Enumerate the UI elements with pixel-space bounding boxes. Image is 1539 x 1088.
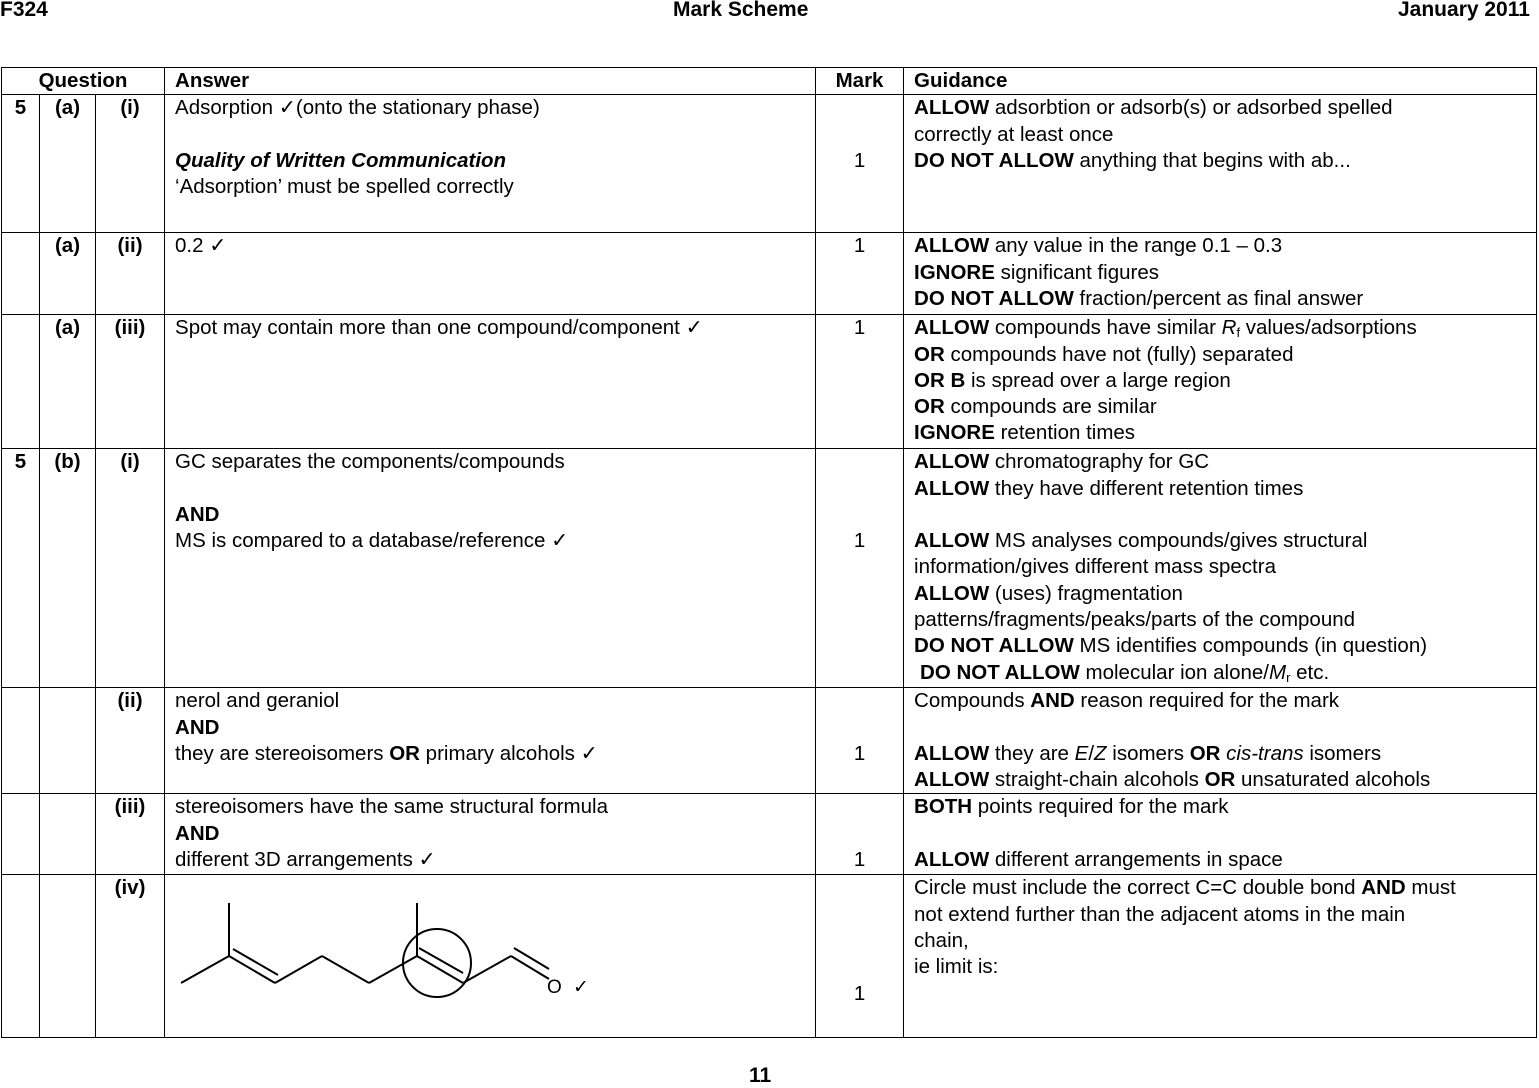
mark-cell	[816, 688, 904, 794]
guidance-text: fraction/percent as final answer	[1073, 286, 1364, 310]
guidance-keyword: ALLOW	[914, 768, 990, 792]
guidance-text: compounds have not (fully) separated	[944, 342, 1294, 366]
guidance-keyword: ALLOW	[914, 581, 990, 605]
answer-cell	[165, 794, 816, 875]
header-code: F324	[0, 0, 48, 21]
guidance-keyword: DO NOT ALLOW	[920, 660, 1080, 684]
qwc-title: Quality of Written Communication	[175, 148, 507, 172]
guidance-text: anything that begins with ab...	[1073, 148, 1351, 172]
mark-value: 1	[853, 848, 866, 872]
table-row	[2, 233, 1537, 315]
guidance-keyword: ALLOW	[914, 529, 990, 553]
guidance-keyword: ALLOW	[914, 234, 990, 258]
guidance-keyword: ALLOW	[914, 96, 990, 120]
tick-icon: ✓	[573, 976, 589, 999]
guidance-keyword: DO NOT ALLOW	[914, 634, 1074, 658]
answer-and: AND	[175, 502, 220, 526]
guidance-keyword: BOTH	[914, 795, 973, 819]
tick-icon: ✓	[580, 741, 598, 765]
question-part: (a)	[40, 95, 96, 233]
guidance-text: information/gives different mass spectra	[914, 555, 1276, 579]
answer-cell	[165, 233, 816, 315]
guidance-keyword: OR	[914, 395, 945, 419]
table-row	[2, 794, 1537, 875]
answer-cell	[165, 875, 816, 1038]
tick-icon: ✓	[209, 234, 227, 258]
guidance-cell	[904, 875, 1537, 1038]
guidance-keyword: ALLOW	[914, 476, 990, 500]
guidance-text: Circle must include the correct C=C double bond	[914, 876, 1362, 900]
answer-or: OR	[389, 741, 420, 765]
guidance-keyword: ALLOW	[914, 741, 990, 765]
question-number	[2, 688, 40, 794]
mark-cell	[816, 875, 904, 1038]
guidance-text: values/adsorptions	[1240, 316, 1417, 340]
guidance-keyword: ALLOW	[914, 848, 990, 872]
table-row	[2, 688, 1537, 794]
guidance-text: MS analyses compounds/gives structural	[989, 529, 1368, 553]
guidance-text: chromatography for GC	[989, 450, 1210, 474]
guidance-keyword: OR	[914, 342, 945, 366]
guidance-keyword: IGNORE	[914, 421, 995, 445]
answer-text: they are stereoisomers	[175, 741, 390, 765]
guidance-text: ie limit is:	[914, 955, 999, 979]
question-part	[40, 875, 96, 1038]
guidance-text: adsorbtion or adsorb(s) or adsorbed spelled	[989, 96, 1393, 120]
guidance-text: straight-chain alcohols	[989, 768, 1205, 792]
question-number	[2, 794, 40, 875]
question-subpart: (ii)	[96, 688, 165, 794]
question-number	[2, 875, 40, 1038]
question-part: (b)	[40, 449, 96, 688]
guidance-cell	[904, 315, 1537, 449]
guidance-text: reason required for the mark	[1074, 689, 1340, 713]
guidance-symbol: cis-trans	[1220, 741, 1304, 765]
mark-value: 1	[853, 981, 866, 1005]
mark-scheme-table	[1, 67, 1537, 1038]
guidance-cell	[904, 449, 1537, 688]
guidance-text: isomers	[1106, 741, 1190, 765]
question-subpart: (i)	[96, 95, 165, 233]
guidance-keyword: ALLOW	[914, 316, 990, 340]
question-part	[40, 794, 96, 875]
guidance-subscript: f	[1236, 325, 1241, 341]
guidance-text: they are	[989, 741, 1075, 765]
oxygen-atom-label: O	[547, 977, 562, 999]
guidance-text: isomers	[1303, 741, 1382, 765]
mark-cell	[816, 449, 904, 688]
question-part: (a)	[40, 233, 96, 315]
guidance-text: they have different retention times	[989, 476, 1304, 500]
column-header-question: Question	[2, 68, 165, 95]
guidance-text: compounds are similar	[944, 395, 1157, 419]
guidance-keyword: OR	[1189, 741, 1221, 765]
tick-icon: ✓	[418, 848, 436, 872]
guidance-symbol: Z	[1094, 741, 1107, 765]
guidance-text: (uses) fragmentation	[989, 581, 1183, 605]
mark-value: 1	[853, 529, 866, 553]
mark-value: 1	[853, 148, 866, 172]
answer-text: 0.2	[175, 234, 210, 258]
question-number	[2, 233, 40, 315]
answer-text: Spot may contain more than one compound/component	[175, 316, 686, 340]
table-row	[2, 95, 1537, 233]
guidance-text: not extend further than the adjacent atoms in the main	[914, 902, 1406, 926]
header-date: January 2011	[1398, 0, 1530, 21]
guidance-text: Compounds	[914, 689, 1031, 713]
guidance-subscript: r	[1286, 669, 1291, 685]
guidance-text: retention times	[994, 421, 1136, 445]
question-number: 5	[2, 449, 40, 688]
table-header-row	[2, 68, 1537, 95]
guidance-cell	[904, 794, 1537, 875]
question-subpart: (iii)	[96, 315, 165, 449]
guidance-keyword: OR B	[914, 368, 966, 392]
question-subpart: (i)	[96, 449, 165, 688]
mark-cell	[816, 95, 904, 233]
guidance-text: different arrangements in space	[989, 848, 1283, 872]
answer-text: stereoisomers have the same structural formula	[175, 795, 608, 819]
guidance-keyword: ALLOW	[914, 450, 990, 474]
answer-cell	[165, 688, 816, 794]
answer-text: nerol and geraniol	[175, 689, 340, 713]
guidance-text: correctly at least once	[914, 122, 1114, 146]
tick-icon: ✓	[551, 529, 569, 553]
guidance-symbol: E	[1074, 741, 1089, 765]
guidance-keyword: DO NOT ALLOW	[914, 286, 1074, 310]
table-row	[2, 315, 1537, 449]
guidance-keyword: AND	[1361, 876, 1406, 900]
header-title: Mark Scheme	[673, 0, 809, 21]
guidance-text: /	[1088, 741, 1095, 765]
mark-value: 1	[853, 741, 866, 765]
guidance-cell	[904, 233, 1537, 315]
table-row	[2, 449, 1537, 688]
column-header-mark: Mark	[816, 68, 904, 95]
guidance-text: patterns/fragments/peaks/parts of the compound	[914, 608, 1356, 632]
question-part: (a)	[40, 315, 96, 449]
guidance-text: must	[1405, 876, 1456, 900]
guidance-keyword: DO NOT ALLOW	[914, 148, 1074, 172]
guidance-text: compounds have similar	[989, 316, 1222, 340]
answer-cell	[165, 315, 816, 449]
guidance-keyword: AND	[1030, 689, 1075, 713]
guidance-cell	[904, 95, 1537, 233]
question-subpart: (iv)	[96, 875, 165, 1038]
page-number: 11	[749, 1064, 772, 1087]
mark-value: 1	[816, 315, 904, 449]
tick-icon: ✓	[278, 96, 296, 120]
answer-text: GC separates the components/compounds	[175, 450, 565, 474]
guidance-text: points required for the mark	[972, 795, 1229, 819]
column-header-guidance: Guidance	[904, 68, 1537, 95]
answer-cell	[165, 95, 816, 233]
question-subpart: (iii)	[96, 794, 165, 875]
table-row	[2, 875, 1537, 1038]
guidance-text: etc.	[1290, 660, 1330, 684]
guidance-text: is spread over a large region	[965, 368, 1231, 392]
answer-text: different 3D arrangements	[175, 848, 419, 872]
guidance-symbol: M	[1269, 660, 1287, 684]
guidance-text: chain,	[914, 929, 969, 953]
guidance-text: MS identifies compounds (in question)	[1073, 634, 1428, 658]
mark-value: 1	[816, 233, 904, 315]
guidance-cell	[904, 688, 1537, 794]
column-header-answer: Answer	[165, 68, 816, 95]
guidance-keyword: IGNORE	[914, 260, 995, 284]
mark-cell	[816, 794, 904, 875]
answer-text: Adsorption	[175, 96, 279, 120]
skeletal-structure-diagram	[165, 881, 589, 1011]
answer-cell	[165, 449, 816, 688]
answer-text: MS is compared to a database/reference	[175, 529, 552, 553]
guidance-text: unsaturated alcohols	[1235, 768, 1431, 792]
guidance-text: any value in the range 0.1 – 0.3	[989, 234, 1283, 258]
question-number	[2, 315, 40, 449]
guidance-text: molecular ion alone/	[1079, 660, 1269, 684]
question-subpart: (ii)	[96, 233, 165, 315]
tick-icon: ✓	[685, 316, 703, 340]
answer-text: primary alcohols	[419, 741, 581, 765]
question-number: 5	[2, 95, 40, 233]
answer-and: AND	[175, 821, 220, 845]
guidance-keyword: OR	[1204, 768, 1236, 792]
answer-and: AND	[175, 715, 220, 739]
question-part	[40, 688, 96, 794]
answer-text: (onto the stationary phase)	[295, 96, 540, 120]
guidance-text: significant figures	[994, 260, 1159, 284]
qwc-text: ‘Adsorption’ must be spelled correctly	[175, 175, 514, 199]
guidance-symbol: R	[1221, 316, 1237, 340]
